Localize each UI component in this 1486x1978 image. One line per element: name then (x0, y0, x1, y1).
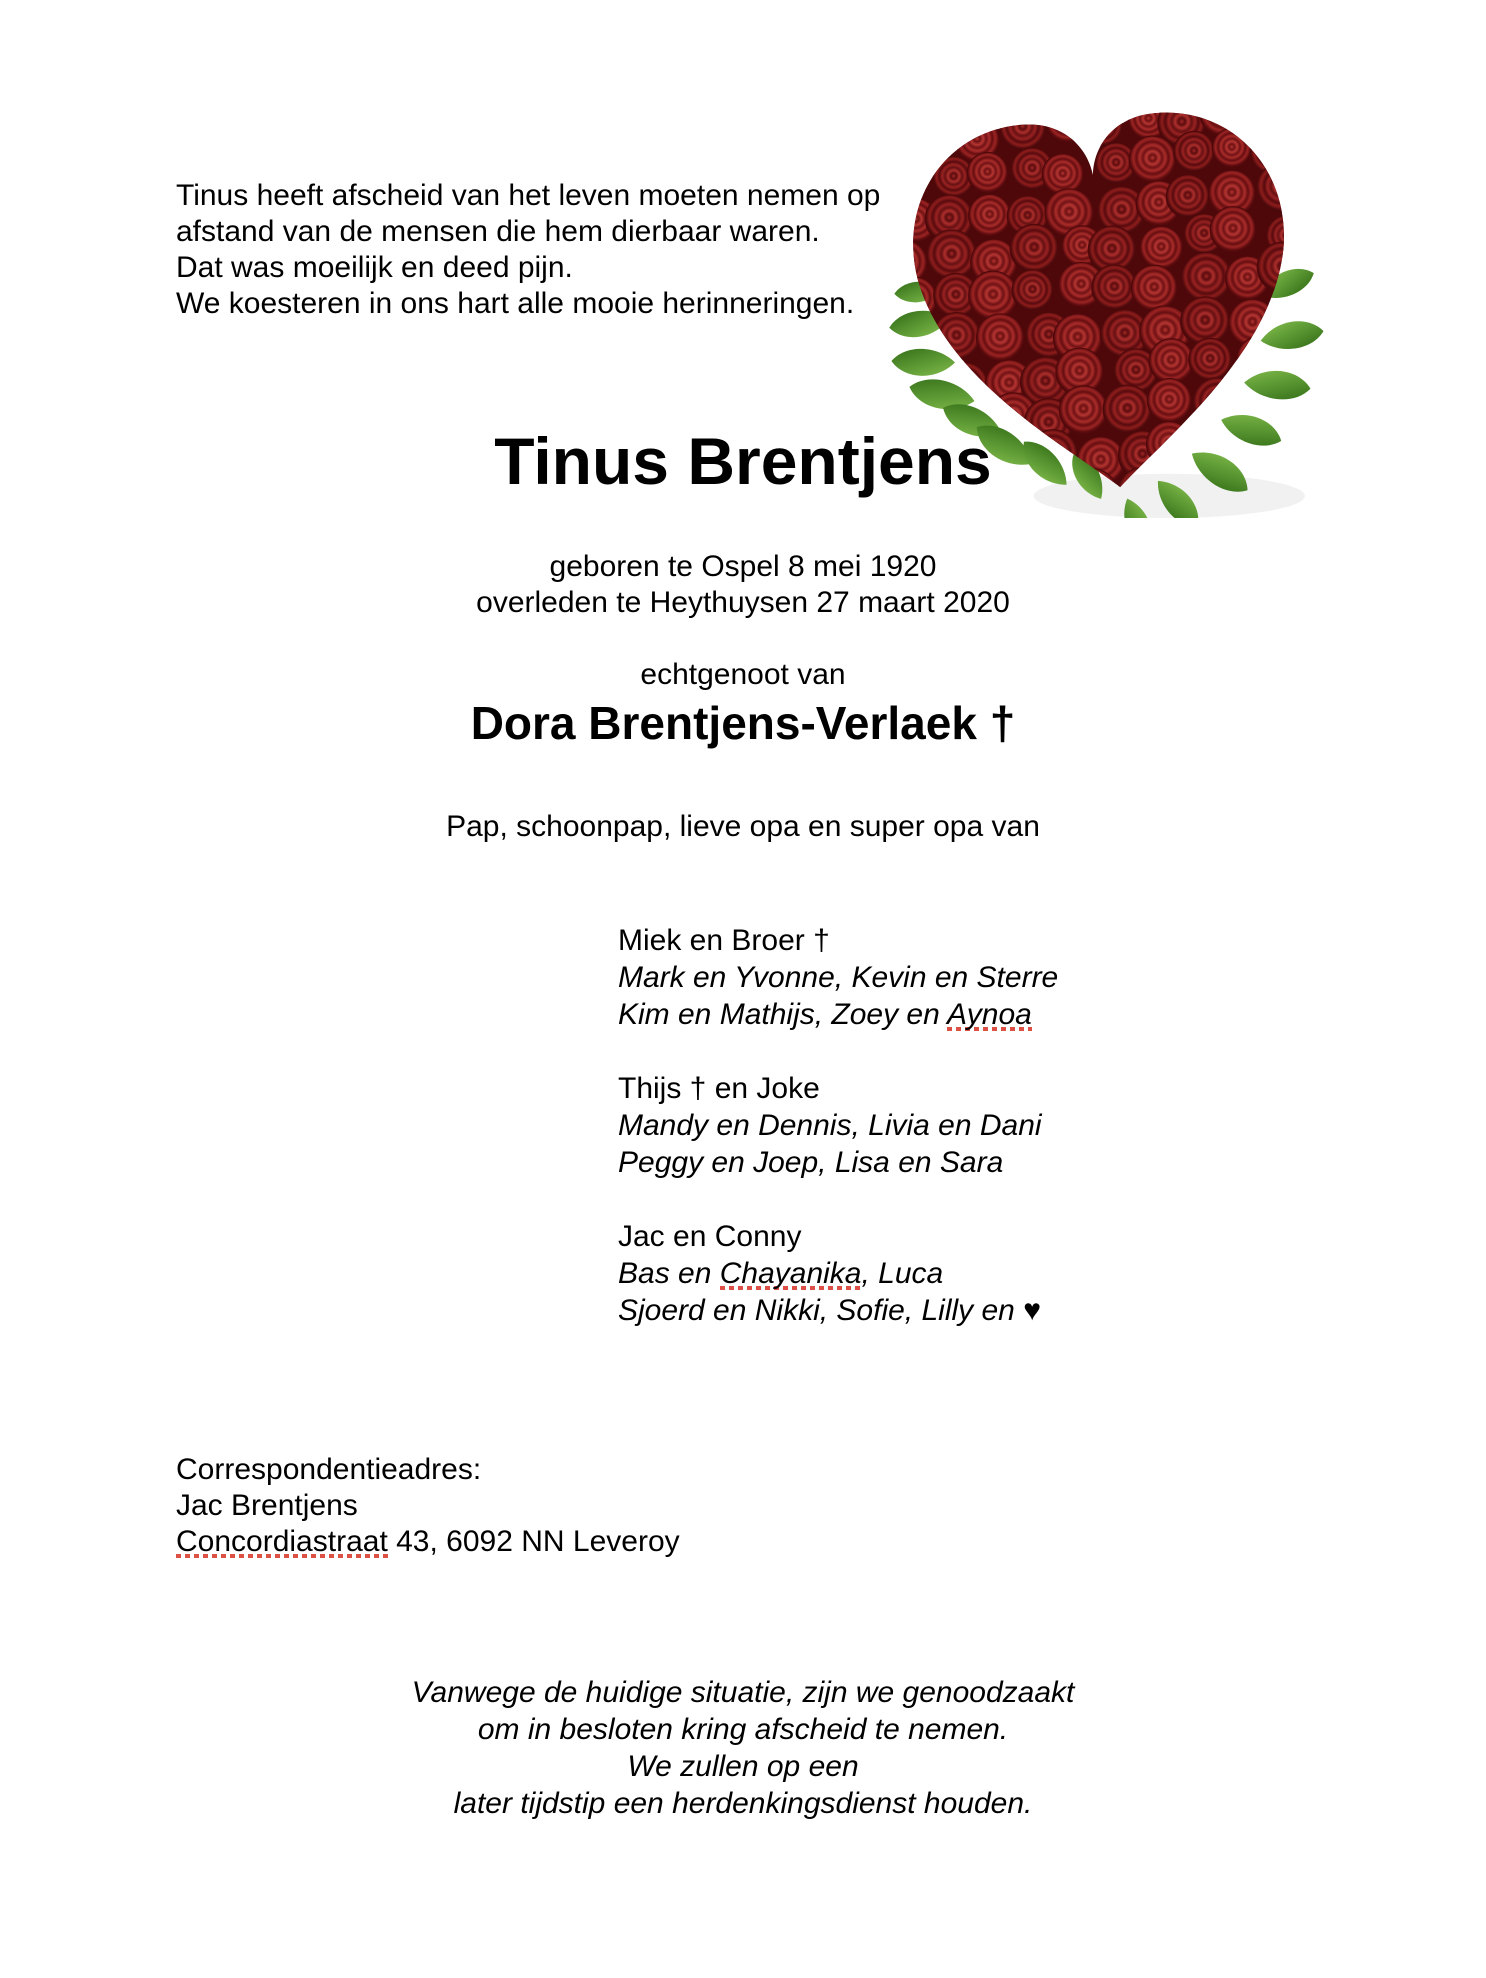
address-label: Correspondentieadres: (176, 1453, 482, 1486)
family-group (618, 1070, 1058, 1181)
address-street (176, 1524, 680, 1560)
intro-line: Tinus heeft afscheid van het leven moeten nemen op (176, 179, 881, 212)
spouse-label: echtgenoot van (640, 658, 846, 691)
spellcheck-word: Aynoa (947, 998, 1032, 1031)
spellcheck-word: Concordiastraat (176, 1525, 388, 1558)
family-group-line (618, 1144, 1058, 1181)
life-dates (0, 549, 1486, 621)
closing-line: Vanwege de huidige situatie, zijn we genoodzaakt (411, 1676, 1075, 1709)
line-text: Mark en Yvonne, Kevin en Sterre (618, 961, 1059, 994)
family-group-line (618, 996, 1058, 1033)
closing-line: We zullen op een (627, 1750, 859, 1783)
family-intro: Pap, schoonpap, lieve opa en super opa van (446, 810, 1040, 843)
deceased-name: Tinus Brentjens (494, 424, 992, 498)
line-text: Sjoerd en Nikki, Sofie, Lilly en ♥ (618, 1294, 1042, 1327)
closing-text (0, 1674, 1486, 1822)
line-text: Bas en (618, 1257, 720, 1290)
family-group-line (618, 1107, 1058, 1144)
intro-text (176, 178, 880, 322)
family-groups (618, 922, 1058, 1366)
family-group (618, 922, 1058, 1033)
line-text: Kim en Mathijs, Zoey en (618, 998, 948, 1031)
family-group (618, 1218, 1058, 1329)
intro-line: Dat was moeilijk en deed pijn. (176, 251, 573, 284)
line-text: , Luca (861, 1257, 944, 1290)
closing-line: om in besloten kring afscheid te nemen. (477, 1713, 1009, 1746)
family-group-line (618, 959, 1058, 996)
family-group-head: Miek en Broer † (618, 924, 830, 957)
intro-line: afstand van de mensen die hem dierbaar waren. (176, 215, 820, 248)
line-text: 43, 6092 NN Leveroy (387, 1525, 680, 1558)
spouse-name: Dora Brentjens-Verlaek † (470, 697, 1016, 749)
birth-line: geboren te Ospel 8 mei 1920 (549, 550, 937, 583)
family-group-head: Thijs † en Joke (618, 1072, 820, 1105)
spellcheck-word: Chayanika (719, 1257, 862, 1290)
closing-line: later tijdstip een herdenkingsdienst houden. (453, 1787, 1033, 1820)
family-group-line (618, 1255, 1058, 1292)
death-line: overleden te Heythuysen 27 maart 2020 (476, 586, 1010, 619)
intro-line: We koesteren in ons hart alle mooie herinneringen. (176, 287, 855, 320)
address-name: Jac Brentjens (176, 1489, 358, 1522)
line-text: Peggy en Joep, Lisa en Sara (618, 1146, 1004, 1179)
line-text: Mandy en Dennis, Livia en Dani (618, 1109, 1042, 1142)
family-group-head: Jac en Conny (618, 1220, 802, 1253)
correspondence-address (176, 1452, 680, 1560)
family-group-line (618, 1292, 1058, 1329)
